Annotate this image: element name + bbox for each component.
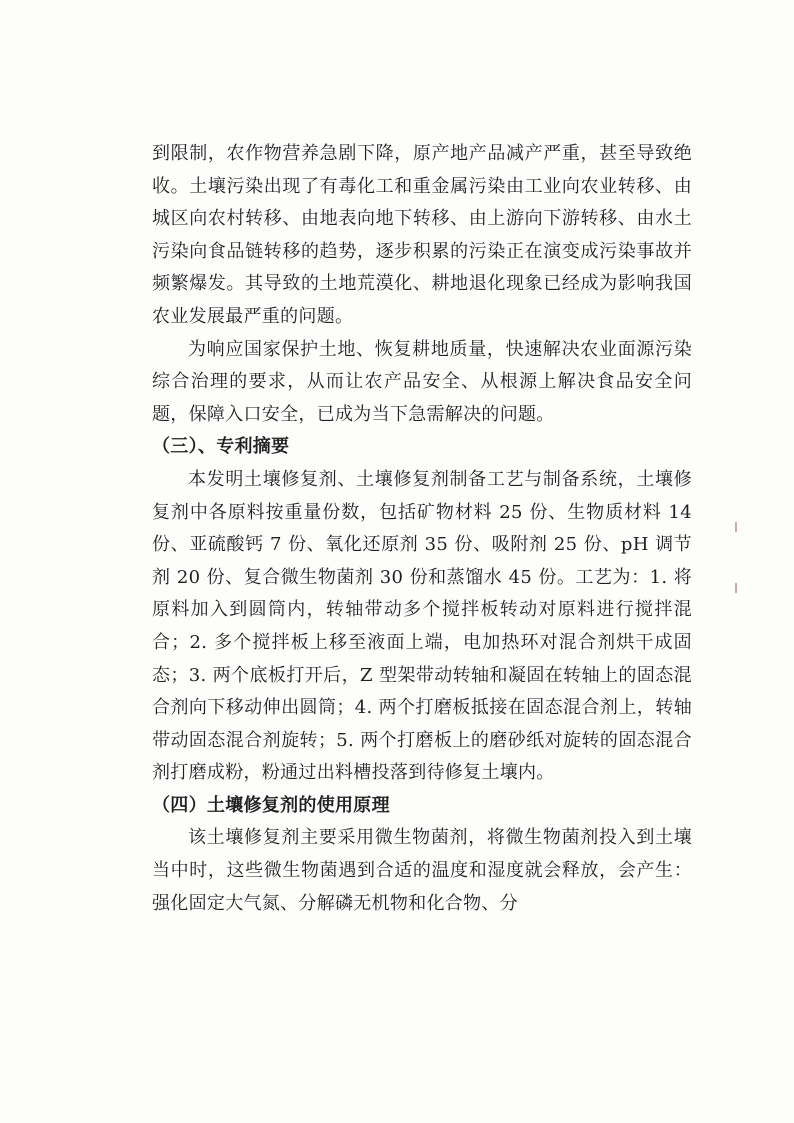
scan-mark [735, 583, 737, 593]
section-heading-patent-abstract: （三）、专利摘要 [152, 436, 290, 458]
body-paragraph: 为响应国家保护土地、恢复耕地质量，快速解决农业面源污染综合治理的要求，从而让农产品安全、从根源上解决食品安全问题，保障入口安全，已成为当下急需解决的问题。 [152, 338, 692, 425]
section-heading-usage-principle: （四）土壤修复剂的使用原理 [152, 794, 390, 816]
body-paragraph: 本发明土壤修复剂、土壤修复剂制备工艺与制备系统，土壤修复剂中各原料按重量份数，包括矿物材料 25 份、生物质材料 14 份、亚硫酸钙 7 份、氧化还原剂 35 份、吸附剂 25 份、pH 调节剂 20 份、复合微生物菌剂 30 份和蒸馏水 45 份。工艺为：1. 将原料加入到圆筒内，转轴带动多个搅拌板转动对原料进行搅拌混合；2. 多个搅拌板上移至液面上端，电加热环对混合剂烘干成固态；3. 两个底板打开后，Z 型架带动转轴和凝固在转轴上的固态混合剂向下移动伸出圆筒；4. 两个打磨板抵接在固态混合剂上，转轴带动固态混合剂旋转；5. 两个打磨板上的磨砂纸对旋转的固态混合剂打磨成粉，粉通过出料槽投落到待修复土壤内。 [152, 468, 692, 784]
body-paragraph: 到限制，农作物营养急剧下降，原产地产品减产严重，甚至导致绝收。土壤污染出现了有毒化工和重金属污染由工业向农业转移、由城区向农村转移、由地表向地下转移、由上游向下游转移、由水土污染向食品链转移的趋势，逐步积累的污染正在演变成污染事故并频繁爆发。其导致的土地荒漠化、耕地退化现象已经成为影响我国农业发展最严重的问题。 [152, 143, 692, 327]
scan-mark [735, 522, 737, 532]
document-body [152, 138, 692, 920]
body-paragraph: 该土壤修复剂主要采用微生物菌剂，将微生物菌剂投入到土壤当中时，这些微生物菌遇到合适的温度和湿度就会释放，会产生：强化固定大气氮、分解磷无机物和化合物、分 [152, 827, 692, 914]
